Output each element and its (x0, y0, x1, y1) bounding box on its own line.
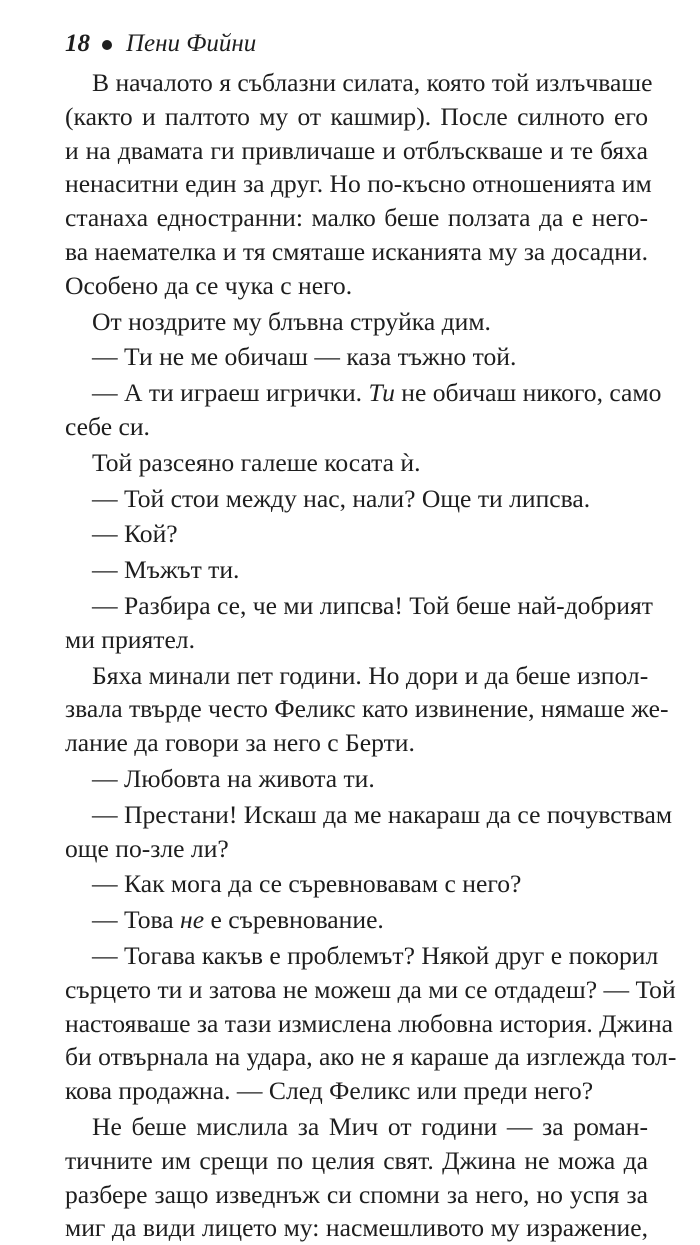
text-line: настояваше за тази измислена любовна история. Джина (65, 1008, 674, 1038)
text-line: разбере защо изведнъж си спомни за него, но успя за (65, 1179, 648, 1209)
text-line: — Как мога да се съревновавам с него? (92, 869, 522, 899)
text-line: Той разсеяно галеше косата ѝ. (92, 447, 421, 477)
text-line: станаха едностранни: малко беше ползата да е него- (65, 203, 648, 233)
text-line: лание да говори за него с Берти. (65, 728, 415, 758)
text-line: звала твърде често Феликс като извинение, нямаше же- (65, 694, 669, 724)
text-line: — Тогава какъв е проблемът? Някой друг е покорил (92, 940, 659, 970)
text-line: В началото я съблазни силата, която той излъчваше (92, 68, 653, 97)
text-line: и на двамата ги привличаше и отблъскваше и те бяха (65, 135, 648, 165)
running-header-author: Пени Фийни (126, 30, 257, 57)
text-run: — А ти играеш игрички. (92, 378, 369, 408)
text-line: кова продажна. — След Феликс или преди него? (65, 1076, 594, 1106)
text-line (65, 376, 662, 410)
text-line: тичните им срещи по целия свят. Джина не можа да (65, 1145, 648, 1175)
text-run: — Това (92, 905, 181, 935)
text-run: е съревнование. (204, 905, 384, 935)
page-number: 18 (65, 30, 90, 57)
emphasis-text: не (180, 905, 205, 935)
text-line: Особено да се чука с него. (65, 270, 353, 300)
text-line: — Той стои между нас, нали? Още ти липсва. (92, 483, 591, 513)
text-line: би отвърнала на удара, ако не я караше да изглежда тол- (65, 1042, 677, 1072)
text-line: още по-зле ли? (65, 833, 229, 863)
body-text (65, 66, 677, 1245)
text-line: сърцето ти и затова не можеш да ми се отдадеш? — Той (65, 974, 676, 1004)
text-line: Не беше мислила за Мич от години — за роман- (92, 1111, 648, 1141)
text-line: Бяха минали пет години. Но дори и да беше изпол- (92, 660, 649, 690)
bullet-separator (102, 40, 112, 50)
text-run: не обичаш никого, само (394, 378, 662, 408)
text-line: — Мъжът ти. (92, 555, 240, 585)
text-line: миг да види лицето му: насмешливото му изражение, (65, 1213, 648, 1243)
text-line (65, 903, 648, 937)
text-line: (както и палтото му от кашмир). После силното его (65, 101, 648, 131)
text-line: — Любовта на живота ти. (92, 763, 375, 793)
text-line: — Престани! Искаш да ме накараш да се почувствам (92, 799, 673, 829)
text-line: ва наемателка и тя смяташе исканията му за досадни. (65, 236, 648, 266)
text-line: ненаситни един за друг. Но по-късно отношенията им (65, 169, 652, 199)
text-line: себе си. (65, 411, 150, 441)
text-line: — Кой? (92, 519, 178, 549)
text-line: От ноздрите му блъвна струйка дим. (92, 306, 491, 336)
text-line: — Ти не ме обичаш — каза тъжно той. (92, 342, 517, 372)
text-line: — Разбира се, че ми липсва! Той беше най-добрият (92, 590, 653, 620)
text-line: ми приятел. (65, 624, 195, 654)
emphasis-text: Ти (368, 378, 395, 408)
running-header (65, 24, 256, 64)
